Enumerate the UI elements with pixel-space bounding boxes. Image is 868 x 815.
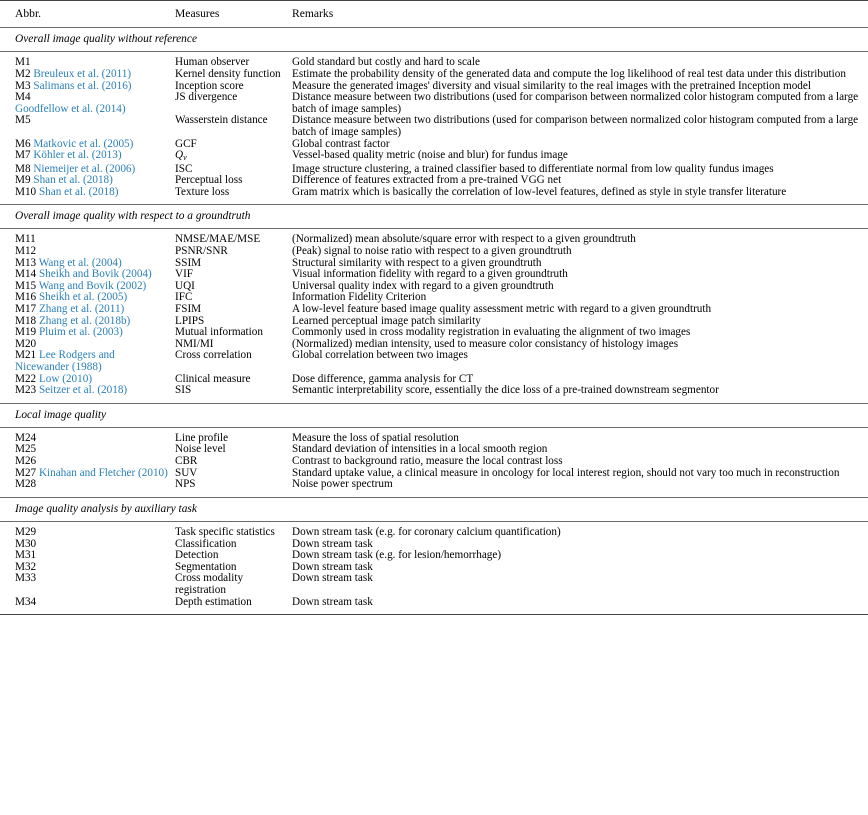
metric-id: M7: [15, 149, 31, 162]
metric-measure-cell: Line profile: [175, 431, 229, 444]
table-row: [0, 187, 868, 205]
table-row: [0, 281, 868, 293]
metric-remark-cell: Vessel-based quality metric (noise and blur) for fundus image: [292, 149, 568, 162]
table-header-row: [0, 1, 868, 28]
citation-link[interactable]: Zhang et al. (2018b): [38, 314, 131, 327]
citation-link[interactable]: Breuleux et al. (2011): [33, 68, 132, 81]
metric-id: M21: [15, 349, 37, 362]
metric-measure-cell: Classification: [175, 537, 237, 550]
metric-abbr-cell: [0, 92, 175, 115]
metric-measure-cell: VIF: [175, 268, 194, 281]
citation-link[interactable]: Zhang et al. (2011): [38, 303, 125, 315]
metric-id: M1: [15, 56, 31, 69]
metric-measure-cell: SUV: [175, 466, 198, 479]
metric-id: M31: [15, 549, 37, 562]
citation-link[interactable]: Goodfellow et al. (2014): [15, 102, 126, 115]
table-bottom-rule: [0, 614, 868, 615]
metric-remark-cell: Global contrast factor: [292, 137, 390, 150]
metric-id: M6: [15, 137, 31, 150]
metric-measure-cell: Kernel density function: [175, 68, 281, 81]
table-row: [0, 468, 868, 480]
table-row: [0, 115, 868, 138]
section-header-row: [0, 403, 868, 427]
table-section-3: [0, 497, 868, 521]
metric-measure-cell: [175, 150, 292, 163]
column-header-remarks: Remarks: [292, 1, 868, 28]
table-section-rows-0: [0, 52, 868, 205]
metric-measure-cell: Wasserstein distance: [175, 114, 268, 127]
table-row: [0, 562, 868, 574]
citation-link[interactable]: Shan et al. (2018): [38, 185, 119, 198]
metric-remark-cell: Learned perceptual image patch similarity: [292, 314, 481, 327]
metric-abbr-cell: [0, 385, 175, 403]
column-header-abbr: Abbr.: [0, 1, 175, 28]
table-header: [0, 1, 868, 28]
metric-measure-cell: Texture loss: [175, 185, 230, 198]
citation-link[interactable]: Matkovic et al. (2005): [33, 137, 134, 150]
metric-abbr-cell: [0, 479, 175, 497]
metric-id: M15: [15, 279, 37, 292]
metric-abbr-cell: [0, 350, 175, 373]
citation-link[interactable]: Wang and Bovik (2002): [38, 279, 147, 292]
table-row: [0, 597, 868, 615]
section-title: Overall image quality with respect to a groundtruth: [0, 205, 868, 229]
metric-id: M22: [15, 372, 37, 385]
metric-measure-cell: Task specific statistics: [175, 525, 275, 538]
section-header-row: [0, 28, 868, 52]
metric-measure-cell: LPIPS: [175, 314, 205, 327]
metric-id: M30: [15, 537, 37, 550]
metric-id: M3: [15, 79, 31, 92]
metric-abbr-cell: [0, 115, 175, 138]
table-section-0: [0, 28, 868, 52]
table-row: [0, 150, 868, 163]
metric-measure-cell: Cross modality registration: [175, 572, 244, 596]
citation-link[interactable]: Pluim et al. (2003): [38, 326, 123, 339]
section-title: Overall image quality without reference: [0, 28, 868, 52]
metric-measure-cell: Clinical measure: [175, 372, 251, 385]
metric-id: M24: [15, 431, 37, 444]
section-header-row: [0, 205, 868, 229]
metric-abbr-cell: [0, 597, 175, 615]
metric-id: M28: [15, 478, 37, 491]
metric-id: M32: [15, 560, 37, 573]
metric-measure-cell: Detection: [175, 549, 219, 562]
metric-remark-cell: Measure the generated images' diversity and visual similarity to the real images with the pretrained Inception model: [292, 79, 811, 92]
metric-abbr-cell: [0, 573, 175, 596]
table-row: [0, 573, 868, 596]
table-row: [0, 550, 868, 562]
metric-remark-cell: Distance measure between two distributions (used for comparison between normalized color histogram computed from a large batch of image samples): [292, 114, 859, 138]
metric-remark-cell: Contrast to background ratio, measure the local contrast loss: [292, 455, 563, 468]
metric-measure-cell: SIS: [175, 384, 192, 397]
metric-id: M14: [15, 268, 37, 281]
measure-symbol-base: Q: [175, 149, 184, 162]
metric-id: M8: [15, 162, 31, 175]
table-section-rows-3: [0, 521, 868, 614]
metric-id: M19: [15, 326, 37, 339]
table-row: [0, 229, 868, 246]
metric-remark-cell: (Peak) signal to noise ratio with respect to a given groundtruth: [292, 245, 572, 258]
metric-id: M16: [15, 291, 37, 304]
metric-remark-cell: Image structure clustering, a trained classifier based to differentiate normal from low quality fundus images: [292, 162, 774, 175]
table-row: [0, 246, 868, 258]
metric-id: M18: [15, 314, 37, 327]
citation-link[interactable]: Niemeijer et al. (2006): [33, 162, 136, 175]
metric-measure-cell: ISC: [175, 162, 193, 175]
metric-remark-cell: Universal quality index with regard to a given groundtruth: [292, 279, 554, 292]
metric-measure-cell: Depth estimation: [175, 595, 252, 608]
table-section-rows-2: [0, 427, 868, 497]
metric-abbr-cell: [0, 150, 175, 163]
table-row: [0, 92, 868, 115]
metric-measure-cell: SSIM: [175, 256, 202, 269]
metric-remark-cell: Measure the loss of spatial resolution: [292, 431, 459, 444]
metric-remark-cell: Gram matrix which is basically the correlation of low-level features, defined as style in style transfer literature: [292, 185, 787, 198]
metric-abbr-cell: [0, 187, 175, 205]
metric-remark-cell: Down stream task (e.g. for coronary calcium quantification): [292, 525, 561, 538]
metric-remark-cell: Down stream task (e.g. for lesion/hemorrhage): [292, 549, 502, 562]
metric-measure-cell: CBR: [175, 455, 198, 468]
metric-remark-cell: Down stream task: [292, 595, 373, 608]
column-header-measures: Measures: [175, 1, 292, 28]
metric-id: M13: [15, 256, 37, 269]
metric-abbr-cell: [0, 427, 175, 444]
metric-remark-cell: Down stream task: [292, 560, 373, 573]
metric-remark-cell: Standard uptake value, a clinical measure in oncology for local interest region, should not vary too much in reconstruction: [292, 466, 840, 479]
metric-id: M9: [15, 174, 31, 187]
metric-measure-cell: Cross correlation: [175, 349, 252, 362]
metric-measure-cell: Mutual information: [175, 326, 263, 339]
metric-id: M4: [15, 91, 31, 104]
citation-link[interactable]: Lee Rodgers and Nicewander (1988): [15, 349, 115, 373]
metric-measure-cell: Segmentation: [175, 560, 237, 573]
metric-remark-cell: (Normalized) median intensity, used to measure color consistancy of histology images: [292, 337, 679, 350]
metric-abbr-cell: [0, 229, 175, 246]
metric-measure-cell: Perceptual loss: [175, 174, 243, 187]
metric-remark-cell: Down stream task: [292, 537, 373, 550]
section-header-row: [0, 497, 868, 521]
metric-measure-cell: GCF: [175, 137, 197, 150]
metric-remark-cell: Standard deviation of intensities in a local smooth region: [292, 443, 548, 456]
metric-remark-cell: Estimate the probability density of the generated data and compute the log likelihood of real test data under this distribution: [292, 68, 846, 81]
citation-link[interactable]: Shan et al. (2018): [33, 174, 113, 187]
metric-id: M20: [15, 337, 37, 350]
metric-id: M26: [15, 455, 37, 468]
table-row: [0, 350, 868, 373]
section-title: Image quality analysis by auxiliary task: [0, 497, 868, 521]
metric-id: M25: [15, 443, 37, 456]
table-row: [0, 479, 868, 497]
metric-abbr-cell: [0, 52, 175, 69]
metric-id: M27: [15, 466, 37, 479]
metric-remark-cell: Dose difference, gamma analysis for CT: [292, 372, 474, 385]
table-section-2: [0, 403, 868, 427]
metric-id: M33: [15, 572, 37, 585]
metric-remark-cell: A low-level feature based image quality assessment metric with regard to a given groundtruth: [292, 303, 712, 315]
metric-id: M12: [15, 245, 37, 258]
metric-measure-cell: Inception score: [175, 79, 244, 92]
citation-link[interactable]: Wang et al. (2004): [38, 256, 122, 269]
citation-link[interactable]: Sheikh et al. (2005): [38, 291, 128, 304]
metric-id: M5: [15, 114, 31, 127]
metric-measure-cell: Noise level: [175, 443, 226, 456]
metric-id: M34: [15, 595, 37, 608]
metric-measure-cell: IFC: [175, 291, 193, 304]
metric-measure-cell: FSIM: [175, 303, 202, 315]
metric-remark-cell: Noise power spectrum: [292, 478, 393, 491]
metric-id: M11: [15, 233, 36, 246]
citation-link[interactable]: Salimans et al. (2016): [33, 79, 132, 92]
table-row: [0, 385, 868, 403]
metric-remark-cell: (Normalized) mean absolute/square error with respect to a given groundtruth: [292, 233, 636, 246]
metric-remark-cell: Global correlation between two images: [292, 349, 468, 362]
table-section-rows-1: [0, 229, 868, 403]
citation-link[interactable]: Köhler et al. (2013): [33, 149, 122, 162]
table-row: [0, 427, 868, 444]
metric-measure-cell: UQI: [175, 279, 195, 292]
metric-remark-cell: Information Fidelity Criterion: [292, 291, 427, 304]
metric-remark-cell: Structural similarity with respect to a given groundtruth: [292, 256, 542, 269]
metric-id: M2: [15, 68, 31, 81]
metric-remark-cell: Commonly used in cross modality registration in evaluating the alignment of two images: [292, 326, 691, 339]
section-title: Local image quality: [0, 403, 868, 427]
metric-remark-cell: Gold standard but costly and hard to scale: [292, 56, 480, 69]
measure-symbol-subscript: v: [183, 152, 187, 162]
citation-link[interactable]: Seitzer et al. (2018): [38, 384, 128, 397]
table-section-1: [0, 205, 868, 229]
metric-id: M29: [15, 525, 37, 538]
table-row: [0, 175, 868, 187]
metric-id: M23: [15, 384, 37, 397]
citation-link[interactable]: Sheikh and Bovik (2004): [38, 268, 152, 281]
metric-measure-cell: Human observer: [175, 56, 250, 69]
metric-remark-cell: Semantic interpretability score, essentially the dice loss of a pre-trained downstream segmentor: [292, 384, 719, 397]
metric-remark-cell: Visual information fidelity with regard to a given groundtruth: [292, 268, 568, 281]
metric-measure-cell: PSNR/SNR: [175, 245, 228, 258]
metric-id: M17: [15, 303, 37, 315]
table-row: [0, 52, 868, 69]
citation-link[interactable]: Kinahan and Fletcher (2010): [38, 466, 168, 479]
metric-remark-cell: Difference of features extracted from a pre-trained VGG net: [292, 174, 562, 187]
metric-measure-cell: NPS: [175, 478, 196, 491]
citation-link[interactable]: Low (2010): [38, 372, 93, 385]
metric-id: M10: [15, 185, 37, 198]
metric-measure-cell: NMSE/MAE/MSE: [175, 233, 261, 246]
metric-measure-cell: JS divergence: [175, 91, 238, 104]
metric-remark-cell: Distance measure between two distributions (used for comparison between normalized color histogram computed from a large batch of image samples): [292, 91, 859, 115]
table-row: [0, 521, 868, 538]
metric-abbr-cell: [0, 521, 175, 538]
metric-measure-cell: NMI/MI: [175, 337, 214, 350]
metric-remark-cell: Down stream task: [292, 572, 373, 585]
